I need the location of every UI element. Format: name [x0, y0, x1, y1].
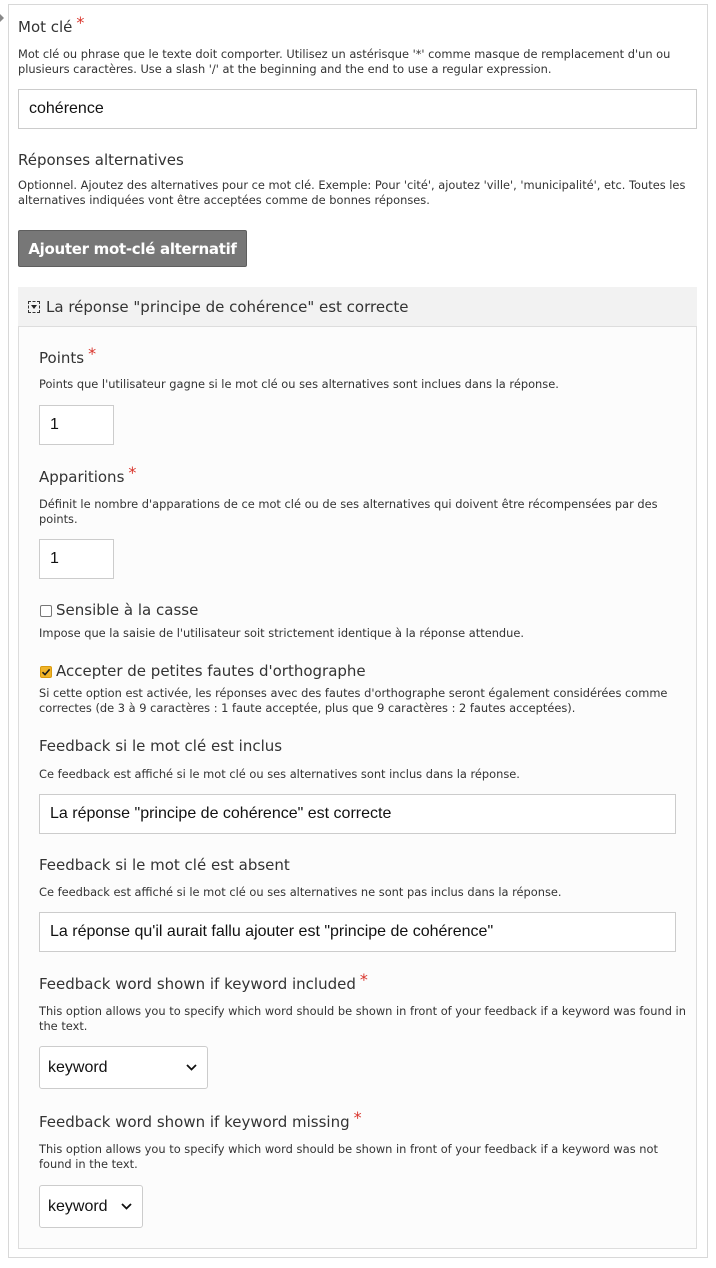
- keyword-label-text: Mot clé: [18, 18, 73, 36]
- word-included-select[interactable]: [39, 1046, 208, 1089]
- feedback-included-description: Ce feedback est affiché si le mot clé ou ses alternatives sont inclus dans la réponse.: [39, 767, 520, 781]
- occurrences-label-text: Apparitions: [39, 468, 125, 486]
- word-included-label-text: Feedback word shown if keyword included: [39, 975, 356, 993]
- keyword-description: Mot clé ou phrase que le texte doit comporter. Utilisez un astérisque '*' comme masque de remplacement d'un ou plusieurs caractères. Use a slash '/' at the beginning and the end to use a regular expression.: [18, 47, 671, 76]
- required-asterisk: *: [76, 13, 85, 32]
- spelling-checkbox[interactable]: [40, 666, 52, 678]
- feedback-included-input[interactable]: La réponse "principe de cohérence" est correcte: [39, 794, 676, 834]
- keyword-label: [18, 13, 85, 36]
- word-included-label: [39, 970, 368, 993]
- case-sensitive-checkbox[interactable]: [40, 605, 52, 617]
- required-asterisk: *: [353, 1108, 362, 1127]
- word-included-selected-value: keyword: [48, 1058, 108, 1076]
- chevron-down-icon: [186, 1064, 197, 1071]
- required-asterisk: *: [88, 344, 97, 363]
- chevron-down-icon: [121, 1203, 132, 1210]
- keyword-group-header[interactable]: [18, 287, 697, 327]
- alternatives-description: Optionnel. Ajoutez des alternatives pour ce mot clé. Exemple: Pour 'cité', ajoutez 'ville', 'municipalité', etc. Toutes les alternatives indiquées vont être acceptées comme de bonnes réponses.: [18, 178, 686, 207]
- add-alternative-button[interactable]: Ajouter mot-clé alternatif: [18, 230, 247, 267]
- alternatives-label: Réponses alternatives: [18, 151, 184, 169]
- points-label: [39, 344, 97, 367]
- occurrences-label: [39, 463, 137, 486]
- points-label-text: Points: [39, 349, 85, 367]
- feedback-missing-label: Feedback si le mot clé est absent: [39, 856, 290, 874]
- collapse-toggle-icon[interactable]: [28, 301, 40, 313]
- word-missing-select[interactable]: [39, 1185, 143, 1228]
- word-missing-selected-value: keyword: [48, 1197, 108, 1215]
- required-asterisk: *: [128, 463, 137, 482]
- checkmark-icon: [41, 667, 51, 677]
- occurrences-description: Définit le nombre d'apparations de ce mot clé ou de ses alternatives qui doivent être récompensées par des points.: [39, 497, 658, 526]
- points-input[interactable]: 1: [39, 405, 114, 445]
- occurrences-input[interactable]: 1: [39, 539, 114, 579]
- expand-arrow-icon: [0, 14, 4, 22]
- word-missing-label: [39, 1108, 362, 1131]
- feedback-missing-description: Ce feedback est affiché si le mot clé ou ses alternatives ne sont pas inclus dans la réponse.: [39, 885, 562, 899]
- spelling-label[interactable]: Accepter de petites fautes d'orthographe: [56, 662, 366, 680]
- required-asterisk: *: [359, 970, 368, 989]
- feedback-included-label: Feedback si le mot clé est inclus: [39, 737, 283, 755]
- word-missing-label-text: Feedback word shown if keyword missing: [39, 1113, 350, 1131]
- case-sensitive-label[interactable]: Sensible à la casse: [56, 601, 199, 619]
- case-sensitive-description: Impose que la saisie de l'utilisateur soit strictement identique à la réponse attendue.: [39, 626, 525, 640]
- word-included-description: This option allows you to specify which word should be shown in front of your feedback if a keyword was found in the text.: [39, 1004, 686, 1033]
- spelling-description: Si cette option est activée, les réponses avec des fautes d'orthographe seront également considérées comme correctes (de 3 à 9 caractères : 1 faute acceptée, plus que 9 caractères : 2 fautes acceptées).: [39, 686, 668, 715]
- feedback-missing-input[interactable]: La réponse qu'il aurait fallu ajouter est "principe de cohérence": [39, 912, 676, 952]
- word-missing-description: This option allows you to specify which word should be shown in front of your feedback if a keyword was not found in the text.: [39, 1142, 658, 1171]
- keyword-input[interactable]: cohérence: [18, 89, 697, 129]
- points-description: Points que l'utilisateur gagne si le mot clé ou ses alternatives sont inclues dans la réponse.: [39, 377, 559, 391]
- group-title: La réponse "principe de cohérence" est correcte: [46, 297, 409, 316]
